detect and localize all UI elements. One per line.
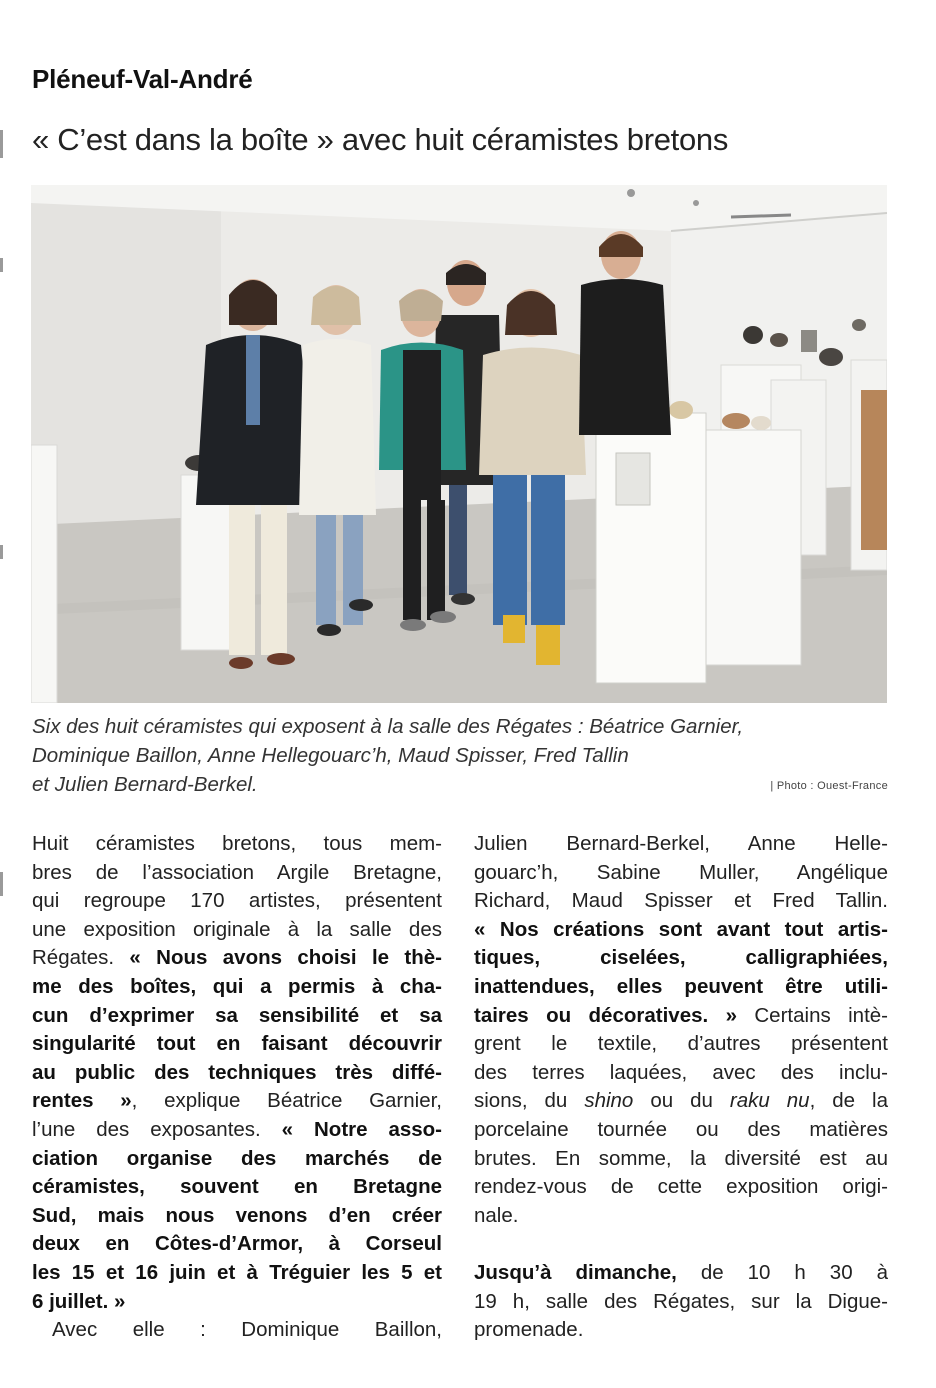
body-line: gouarc’h, Sabine Muller, Angélique bbox=[474, 860, 888, 884]
body-line bbox=[32, 973, 442, 1002]
quote-text: me des boîtes, qui a permis à cha- bbox=[32, 974, 442, 998]
body-line: rendez-vous de cette exposition origi- bbox=[474, 1175, 888, 1199]
italic-term: raku nu bbox=[729, 1089, 810, 1113]
edge-mark bbox=[0, 130, 3, 158]
quote-text: tiques, ciselées, calligraphiées, bbox=[474, 946, 888, 970]
article-kicker: Pléneuf-Val-André bbox=[32, 64, 253, 94]
body-line bbox=[32, 1116, 442, 1145]
quote-text: singularité tout en faisant découvrir bbox=[32, 1032, 442, 1056]
body-line bbox=[32, 944, 442, 973]
quote-text: ciation organise des marchés de bbox=[32, 1146, 442, 1170]
body-line bbox=[32, 1002, 442, 1031]
caption-line: Dominique Baillon, Anne Hellegouarc’h, Maud Spisser, Fred Tallin bbox=[32, 744, 629, 767]
quote-text: cun d’exprimer sa sensibilité et sa bbox=[32, 1003, 442, 1027]
body-line: qui regroupe 170 artistes, présentent bbox=[32, 889, 442, 913]
body-text: Certains intè- bbox=[736, 1003, 888, 1027]
body-line bbox=[32, 1202, 442, 1231]
body-line: nale. bbox=[474, 1203, 519, 1227]
quote-text: Sud, mais nous venons d’en créer bbox=[32, 1203, 442, 1227]
body-line: 19 h, salle des Régates, sur la Digue- bbox=[474, 1289, 888, 1313]
body-line bbox=[32, 1288, 442, 1317]
body-line bbox=[32, 1173, 442, 1202]
date-lead: Jusqu’à dimanche, bbox=[474, 1260, 677, 1284]
body-line: Avec elle : Dominique Baillon, bbox=[52, 1318, 442, 1342]
quote-text: 6 juillet. » bbox=[32, 1289, 126, 1313]
body-line: porcelaine tournée ou des matières bbox=[474, 1117, 888, 1141]
photo-credit: | Photo : Ouest-France bbox=[770, 780, 888, 792]
body-line bbox=[474, 973, 888, 1002]
body-line: brutes. En somme, la diversité est au bbox=[474, 1146, 888, 1170]
italic-term: shino bbox=[584, 1089, 634, 1113]
body-text: de 10 h 30 à bbox=[676, 1260, 888, 1284]
body-line bbox=[32, 1030, 442, 1059]
article-body-left-column bbox=[32, 830, 442, 1345]
quote-text: au public des techniques très diffé- bbox=[32, 1060, 442, 1084]
body-line: Julien Bernard-Berkel, Anne Helle- bbox=[474, 832, 888, 855]
spacer-line bbox=[474, 1230, 888, 1259]
quote-text: inattendues, elles peuvent être utili- bbox=[474, 974, 888, 998]
caption-line: Six des huit céramistes qui exposent à la salle des Régates : Béatrice Garnier, bbox=[32, 715, 744, 738]
photo-caption bbox=[32, 712, 892, 799]
quote-text: « Nous avons choisi le thè- bbox=[129, 946, 442, 970]
body-line: promenade. bbox=[474, 1318, 584, 1342]
quote-text: « Nos créations sont avant tout artis- bbox=[474, 917, 888, 941]
quote-text: « Notre asso- bbox=[281, 1117, 442, 1141]
body-text: , de la bbox=[809, 1089, 888, 1113]
body-text: sions, du bbox=[474, 1089, 585, 1113]
body-line: grent le textile, d’autres présentent bbox=[474, 1032, 888, 1056]
body-line: des terres laquées, avec des inclu- bbox=[474, 1060, 888, 1084]
body-line bbox=[32, 1145, 442, 1174]
body-line bbox=[474, 1002, 888, 1031]
body-line bbox=[32, 1230, 442, 1259]
body-text: Régates. bbox=[32, 946, 130, 970]
body-line bbox=[32, 1059, 442, 1088]
body-text: , explique Béatrice Garnier, bbox=[131, 1089, 442, 1113]
quote-text: taires ou décoratives. » bbox=[474, 1003, 737, 1027]
body-text: l’une des exposantes. bbox=[32, 1117, 282, 1141]
body-line bbox=[32, 1087, 442, 1116]
body-line: bres de l’association Argile Bretagne, bbox=[32, 860, 442, 884]
body-line bbox=[474, 944, 888, 973]
quote-text: céramistes, souvent en Bretagne bbox=[32, 1175, 442, 1199]
body-line: Richard, Maud Spisser et Fred Tallin. bbox=[474, 889, 888, 913]
body-line bbox=[474, 916, 888, 945]
quote-text: rentes » bbox=[32, 1089, 132, 1113]
article-headline: « C’est dans la boîte » avec huit céramistes bretons bbox=[32, 122, 729, 157]
caption-line: et Julien Bernard-Berkel. bbox=[32, 773, 258, 796]
quote-text: les 15 et 16 juin et à Tréguier les 5 et bbox=[32, 1260, 442, 1284]
quote-text: deux en Côtes-d’Armor, à Corseul bbox=[32, 1232, 442, 1256]
body-line: une exposition originale à la salle des bbox=[32, 917, 442, 941]
article-photo bbox=[31, 185, 887, 703]
body-line bbox=[474, 1259, 888, 1288]
group-photo-illustration bbox=[31, 185, 887, 703]
edge-mark bbox=[0, 258, 3, 272]
body-text: ou du bbox=[633, 1089, 730, 1113]
body-line: Huit céramistes bretons, tous mem- bbox=[32, 832, 442, 855]
body-line bbox=[474, 1087, 888, 1116]
edge-mark bbox=[0, 872, 3, 896]
edge-mark bbox=[0, 545, 3, 559]
article-body-right-column bbox=[474, 830, 888, 1345]
body-line bbox=[32, 1259, 442, 1288]
